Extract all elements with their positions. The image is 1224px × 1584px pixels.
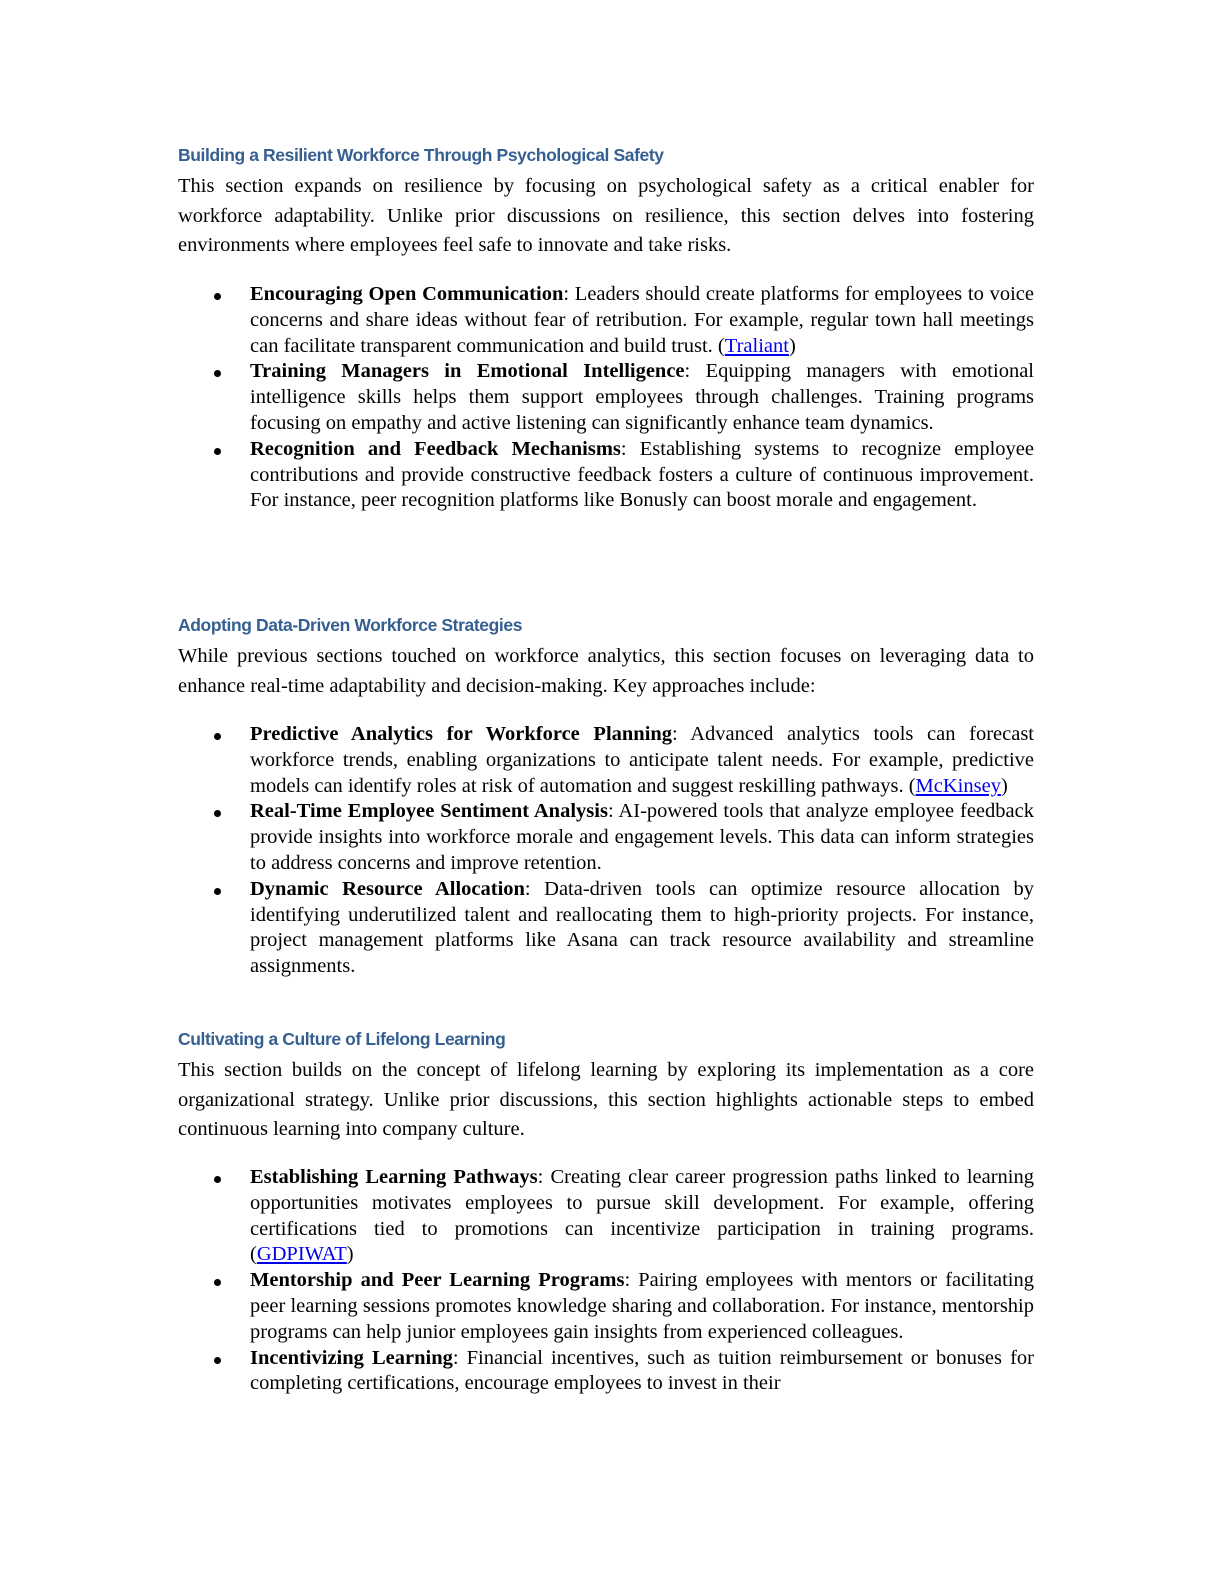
- bullet-list: [178, 1165, 1034, 1397]
- section-intro: While previous sections touched on workforce analytics, this section focuses on leveraging data to enhance real-time adaptability and decision-making. Key approaches include:: [178, 645, 1034, 697]
- list-item-text: : Leaders should create platforms for employees to voice concerns and share ideas without fear of retribution. For example, regular town hall meetings can facilitate transparent communication and build trust. (: [250, 283, 1034, 357]
- list-item-text: : Pairing employees with mentors or facilitating peer learning sessions promotes knowledge sharing and collaboration. For instance, mentorship programs can help junior employees gain insights from experienced colleagues.: [250, 1269, 1034, 1343]
- bullet-icon: [214, 888, 221, 895]
- section-heading: Building a Resilient Workforce Through Psychological Safety: [178, 145, 664, 165]
- bullet-icon: [214, 733, 221, 740]
- list-item: [178, 1268, 1034, 1345]
- list-item: [178, 437, 1034, 514]
- section-intro: This section builds on the concept of lifelong learning by exploring its implementation as a core organizational strategy. Unlike prior discussions, this section highlights actionable steps to embed continuous learning into company culture.: [178, 1059, 1034, 1140]
- list-item-term: Incentivizing Learning: [250, 1346, 453, 1369]
- bullet-icon: [214, 810, 221, 817]
- list-item-text: : Creating clear career progression paths linked to learning opportunities motivates employees to pursue skill development. For example, offering certifications tied to promotions can incentivize participation in training programs. (: [250, 1166, 1034, 1266]
- list-item-term: Encouraging Open Communication: [250, 283, 564, 305]
- list-item-text-end: ): [346, 1243, 354, 1266]
- section-data-driven-strategies: [178, 612, 1034, 701]
- section-psychological-safety: [178, 142, 1034, 261]
- list-item-term: Predictive Analytics for Workforce Planning: [250, 723, 673, 745]
- list-item-term: Recognition and Feedback Mechanisms: [250, 437, 621, 460]
- section-intro: This section expands on resilience by focusing on psychological safety as a critical enabler for workforce adaptability. Unlike prior discussions on resilience, this section delves into fostering environments where employees feel safe to innovate and take risks.: [178, 175, 1034, 256]
- list-item: [178, 359, 1034, 436]
- list-item-term: Establishing Learning Pathways: [250, 1166, 538, 1188]
- bullet-icon: [214, 1357, 221, 1364]
- list-item: [178, 282, 1034, 359]
- bullet-icon: [214, 370, 221, 377]
- list-item-text: : AI-powered tools that analyze employee feedback provide insights into workforce morale and engagement levels. This data can inform strategies to address concerns and improve retention.: [250, 800, 1034, 874]
- section-heading: Adopting Data-Driven Workforce Strategies: [178, 615, 523, 635]
- list-item-text: : Advanced analytics tools can forecast workforce trends, enabling organizations to anticipate talent needs. For example, predictive models can identify roles at risk of automation and suggest reskilling pathways. (: [250, 723, 1034, 797]
- bullet-icon: [214, 1279, 221, 1286]
- bullet-icon: [214, 448, 221, 455]
- list-item-term: Mentorship and Peer Learning Programs: [250, 1269, 625, 1292]
- bullet-list: [178, 282, 1034, 514]
- citation-link-mckinsey[interactable]: McKinsey: [915, 774, 1001, 797]
- list-item-text-end: ): [1000, 774, 1008, 797]
- list-item: [178, 1346, 1034, 1398]
- list-item-term: Real-Time Employee Sentiment Analysis: [250, 800, 608, 823]
- list-item-text: : Data-driven tools can optimize resource allocation by identifying underutilized talent and reallocating them to high-priority projects. For instance, project management platforms like Asana can track resource availability and streamline assignments.: [250, 877, 1034, 978]
- citation-link-traliant[interactable]: Traliant: [724, 334, 789, 357]
- list-item-text: : Financial incentives, such as tuition reimbursement or bonuses for completing certifications, encourage employees to invest in their: [250, 1346, 1034, 1395]
- list-item: [178, 1165, 1034, 1268]
- list-item-text: : Equipping managers with emotional intelligence skills helps them support employees through challenges. Training programs focusing on empathy and active listening can significantly enhance team dynamics.: [250, 360, 1034, 434]
- list-item-text: : Establishing systems to recognize employee contributions and provide constructive feedback fosters a culture of continuous improvement. For instance, peer recognition platforms like Bonusly can boost morale and engagement.: [250, 437, 1034, 512]
- citation-link-gdpiwat[interactable]: GDPIWAT: [256, 1243, 347, 1266]
- section-lifelong-learning: [178, 1026, 1034, 1145]
- section-heading: Cultivating a Culture of Lifelong Learning: [178, 1029, 506, 1049]
- bullet-icon: [214, 1176, 221, 1183]
- bullet-list: [178, 722, 1034, 980]
- list-item-term: Dynamic Resource Allocation: [250, 877, 525, 900]
- list-item-term: Training Managers in Emotional Intelligence: [250, 360, 685, 383]
- list-item: [178, 877, 1034, 980]
- bullet-icon: [214, 293, 221, 300]
- list-item: [178, 722, 1034, 799]
- list-item: [178, 799, 1034, 876]
- list-item-text-end: ): [788, 334, 796, 357]
